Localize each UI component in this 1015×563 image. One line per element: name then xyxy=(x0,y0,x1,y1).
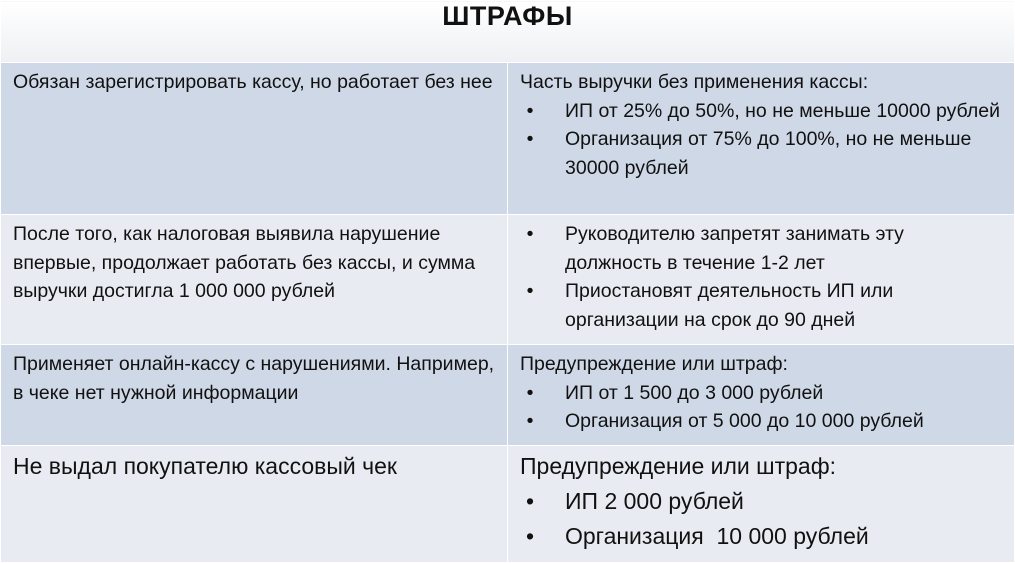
violation-cell: Обязан зарегистрировать кассу, но работает без нее xyxy=(1,63,508,215)
bullet-icon: • xyxy=(526,223,534,245)
penalty-intro: Предупреждение или штраф: xyxy=(520,353,788,375)
list-item xyxy=(520,484,1002,519)
bullet-icon: • xyxy=(526,99,534,122)
list-item xyxy=(520,407,1002,436)
table-title: ШТРАФЫ xyxy=(1,1,1015,63)
penalty-cell xyxy=(508,63,1015,215)
bullet-icon: • xyxy=(525,523,535,549)
penalty-list xyxy=(520,97,1002,183)
bullet-icon: • xyxy=(526,381,534,404)
penalty-item-text: ИП от 25% до 50%, но не меньше 10000 рублей xyxy=(565,99,1000,122)
penalty-item-text: Приостановят деятельность ИП или организации на срок до 90 дней xyxy=(565,280,894,331)
bullet-icon: • xyxy=(526,280,534,302)
violation-cell: Применяет онлайн-кассу с нарушениями. Например, в чеке нет нужной информации xyxy=(1,345,508,446)
penalty-cell xyxy=(508,215,1015,345)
penalty-item-text: ИП 2 000 рублей xyxy=(565,488,744,514)
list-item xyxy=(520,97,1002,126)
penalty-cell xyxy=(508,446,1015,563)
bullet-icon: • xyxy=(526,128,534,150)
table-row xyxy=(1,63,1015,215)
violation-cell: Не выдал покупателю кассовый чек xyxy=(1,446,508,563)
list-item xyxy=(520,125,1002,182)
penalty-list xyxy=(520,220,1002,334)
penalty-intro: Часть выручки без применения кассы: xyxy=(520,71,869,93)
penalty-item-text: ИП от 1 500 до 3 000 рублей xyxy=(565,381,824,404)
table-row xyxy=(1,345,1015,446)
penalty-intro: Предупреждение или штраф: xyxy=(520,453,837,479)
penalty-item-text: Организация от 75% до 100%, но не меньше 30000 рублей xyxy=(565,128,972,179)
table-row xyxy=(1,446,1015,563)
list-item xyxy=(520,519,1002,554)
violation-cell: После того, как налоговая выявила нарушение впервые, продолжает работать без кассы, и сумма выручки достигла 1 000 000 рублей xyxy=(1,215,508,345)
bullet-icon: • xyxy=(525,488,535,514)
bullet-icon: • xyxy=(526,410,534,432)
penalty-item-text: Организация от 5 000 до 10 000 рублей xyxy=(565,410,924,432)
list-item xyxy=(520,220,1002,277)
penalty-cell xyxy=(508,345,1015,446)
table-row xyxy=(1,215,1015,345)
penalty-item-text: Руководителю запретят занимать эту должность в течение 1-2 лет xyxy=(565,223,904,274)
list-item xyxy=(520,379,1002,408)
penalty-list xyxy=(520,484,1002,554)
penalty-list xyxy=(520,379,1002,436)
penalty-item-text: Организация 10 000 рублей xyxy=(565,523,869,549)
list-item xyxy=(520,277,1002,334)
